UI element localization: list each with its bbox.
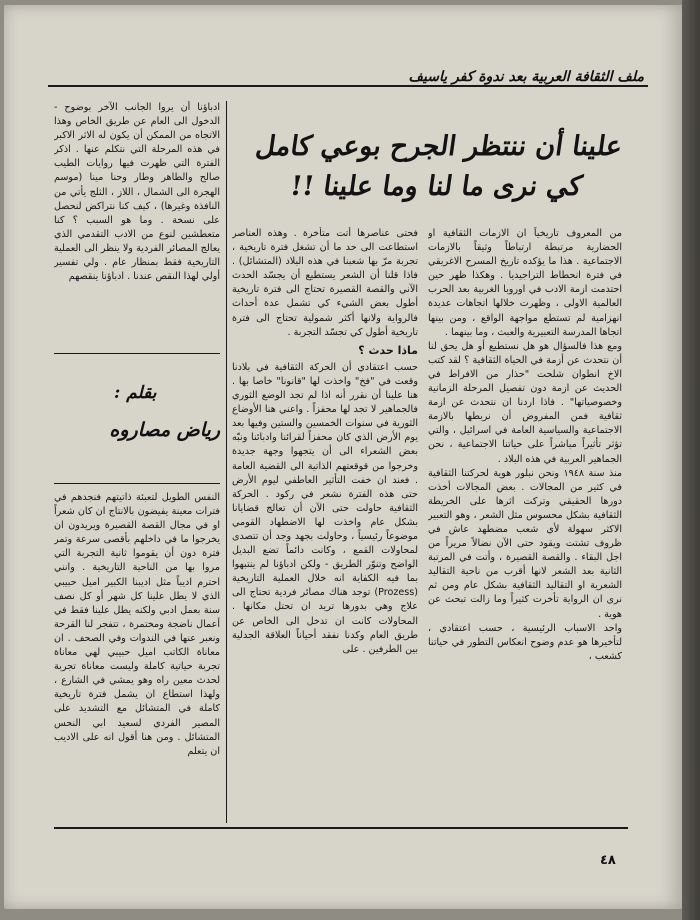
page-number: ٤٨: [600, 853, 616, 868]
left-divider-2: [54, 483, 220, 484]
right-column: [428, 227, 622, 823]
right-para-4: واحد الاسباب الرئيسية ، حسب اعتقادي ، لتأخيرها هو عدم وضوح انعكاس التطور في حياتنا كشعب ،: [428, 622, 622, 662]
author-name: رياض مصاروه: [109, 419, 220, 441]
headline-line-2: كي نرى ما لنا وما علينا !!: [288, 171, 585, 202]
left-bottom-text: النفس الطويل لتعبئة ذاتيتهم فنجدهم في فترات معينة يفيضون بالانتاج ان كان شعراً او في مجال القصة القصيرة ويريدون ان يخرجوا ما في داخلهم بأقصى سرعة وتمر فترة دون أن يقوموا ثانية التجربة التي مروا بها من الناحية التاريخية . وانني احترم اديباً مثل اديبنا الكبير اميل حبيبي الذي لا يطل علينا كل شهر أو كل نصف سنة بعمل ادبي ولكنه يطل علينا فقط في أعمال ناضجة ومختمرة ، تتفجر لنا القرحة ونعبر عنها في الندوات وفي الصحف . ان معاناة الكاتب اميل حبيبي لهي معاناة تجربة حياتية كاملة وليست معاناة تجربة لحدث معين راه وهو يمشي في الشارع ، ولهذا استطاع ان يشمل فترة تاريخية كاملة في المتشائل مع التشديد على المصير الفردي لسعيد ابي النحس المتشائل . ومن هنا أقول انه على الاديب ان يتعلم: [54, 492, 220, 757]
right-para-2: ومع هذا فالسؤال هو هل نستطيع أو هل يحق لنا أن نتحدث عن أزمة في الحياة الثقافية ؟ لقد كتب الاخ انطوان شلحت "حذار من الافراط في الحديث عن ازمة دون تفصيل المرحلة الزمانية وخصوصياتها" . فاذا اردنا ان نتحدث عن ازمة ثقافية فمن المفروض أن نربطها بالازمة الاجتماعية والسياسية العامة في اسرائيل ، والتي تؤثر تأثيراً مباشراً على حياتنا الاجتماعية ، نحن الجماهير العربية في هذه البلاد .: [428, 340, 622, 465]
middle-subhead: ماذا حدث ؟: [358, 343, 418, 357]
headline: [232, 127, 625, 207]
footer-rule: [54, 827, 628, 829]
header-rule: [48, 85, 648, 87]
header-title: ملف الثقافة العربية بعد ندوة كفر ياسيف: [408, 69, 644, 85]
middle-para-1: فحتى عناصرها أتت متأخرة . وهذه العناصر استطاعت الى حد ما أن تشغل فترة تاريخية ، تجربة مرّ بها شعبنا في هذه البلاد (المتشائل) . فاذا قلنا أن الشعر يستطيع أن يجسّد الحدث الآني والقصة القصيرة تحتاج الى فترة تاريخية أطول بعض الشيء كي تشمل عدة أحداث فالرواية ولانها أكثر شمولية تحتاج الى فترة تاريخية أطول كي تجسّد التجربة .: [232, 228, 418, 338]
left-column-top: [54, 101, 220, 349]
author-label: بقلم :: [114, 383, 157, 403]
binding-spine: [682, 0, 700, 920]
left-column-bottom: [54, 491, 220, 823]
headline-line-1: علينا أن ننتظر الجرح بوعي كامل: [253, 131, 625, 162]
middle-para-2: حسب اعتقادي أن الحركة الثقافية في بلادنا وقعت في "فخ" واخذت لها "قانونا" خاصا بها . هنا علينا أن نقرر أنه اذا لم تجد الوضع الثوري فالجماهير لا تجد لها محفزاً . واعني هنا الأوضاع الثورية في سنوات الخمسين والستين وفيها بعد يوم الأرض الذي كان محفزاً لقرائنا وادبائنا ونبّه بعض الشعراء الى أن يتجهوا وجهة جديدة وخرجوا من قوقعتهم الذاتية الى القضية العامة . فعند ان خفت التأثير العاطفي ليوم الأرض حتى هذه الفترة نشعر في ركود . الحركة الثقافية حاولت حتى الآن أن تعالج قضايانا بشكل عام واخذت لها الاضطهاد القومي موضوعاً رئيسياً ، وحاولت بجهد وجد أن تتصدى لمحاولات القمع ، وكانت دائماً تضع البديل الواضح وتنوّر الطريق - ولكن ادباؤنا لم ينتبهوا بما فيه الكفاية انه خلال العملية التاريخية (Prozess) توجد هناك مصائر فردية تحتاج الى علاج وهي بدورها تريد ان تحتل مكانها . المحاولات كانت ان تدخل الى الخاص عن طريق العام وكدنا نفقد أحياناً العلاقة الجدلية بين الطرفين . على: [232, 361, 418, 655]
magazine-page: [4, 5, 684, 909]
column-divider: [226, 101, 227, 823]
left-divider-1: [54, 353, 220, 354]
right-para-3: منذ سنة ١٩٤٨ ونحن نبلور هوية لحركتنا الثقافية في كثير من المجالات . بعض المجالات أخذت دورها الحقيقي وتركت اثرها على الخريطة الثقافية بشكل محسوس مثل الشعر ، وهو التعبير الاكثر سهولة لأي شعب مضطهد عاش في ظروف تشتت ويقود حتى الآن نضالاً مريراً من اجل البقاء . والقصة القصيرة ، وأتت في المرتبة الثانية بعد الشعر لانها أقرب من ناحية التقاليد الشعرية او التقاليد الثقافية بشكل عام ومن ثم نرى ان الرواية تأخرت كثيراً وما زالت تبحث عن هوية .: [428, 467, 622, 620]
right-para-1: من المعروف تاريخياً ان الازمات الثقافية او الحضارية مرتبطة ارتباطاً وثيقاً بالازمات الاجتماعية . هذا ما يؤكده تاريخ المسرح الاغريقي في فترة انحطاط التراجيديا . وهكذا ظهر حين احتدمت ازمة الادب في اوروبا الغربية بعد الحرب العالمية الاولى ، وظهرت خلالها اتجاهات عديدة انهزامية لم تستطع مواجهة الواقع ، ومن بينها اتجاها المدرسة التعبيرية والعبث ، وما بينهما .: [428, 228, 622, 338]
middle-column: [232, 227, 418, 823]
left-top-text: ادباؤنا أن يروا الجانب الآخر بوضوح - الدخول الى العام عن طريق الخاص وهذا الاتجاه من الممكن أن يكون له الاثر الاكبر في هذه المرحلة التي نتكلم عنها . اذكر الفترة التي ظهرت فيها روايات الطيب صالح والطاهر وطار وحنا مينا (موسم الهجرة الى الشمال ، اللاز ، الثلج يأتي من النافذة وغيرها) ، كيف كنا نتراكض لنحصل على نسخة . وما هو السبب ؟ كنا متعطشين لنوع من الادب التقدمي الذي يعالج المصائر الفردية ولا ينظر الى العملية التاريخية فقط بمنظار عام . ولي تفسير أولي لهذا النقص عندنا . ادباؤنا ينقصهم: [54, 102, 220, 283]
